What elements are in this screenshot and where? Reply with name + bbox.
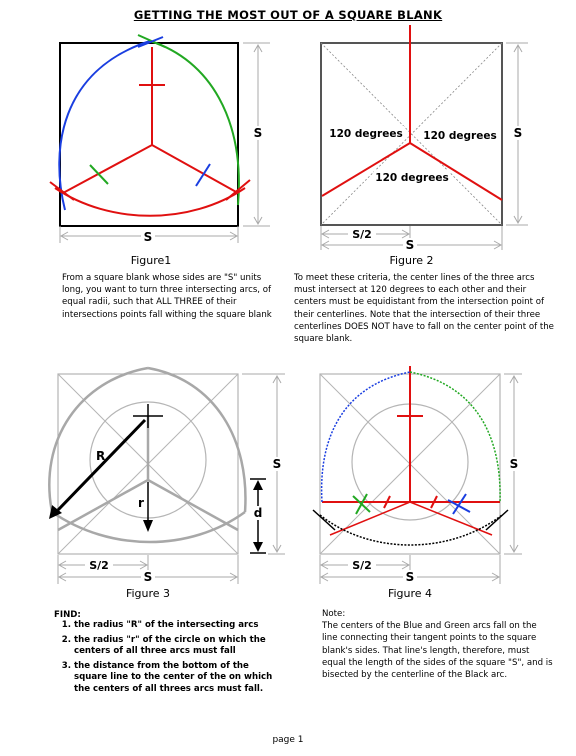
fig3-half-label: S/2 [89,559,109,572]
figure-2-diagram [300,20,540,255]
fig1-side-label: S [253,126,263,140]
angle-label-right: 120 degrees [423,130,497,142]
note-section [322,608,554,681]
figure-3-diagram [40,362,300,587]
figure-3-caption: Figure 3 [125,587,171,600]
figure-4-caption: Figure 4 [387,587,433,600]
fig1-bottom-label: S [143,230,153,244]
fig2-side-label: S [513,126,523,140]
bottom-red-arc [55,188,245,216]
page-title: GETTING THE MOST OUT OF A SQUARE BLANK [133,8,443,22]
figure-1-description: From a square blank whose sides are "S" units long, you want to turn three intersecting arcs, of equal radii, such that ALL THREE of their intersections points fall withing the square blank [62,273,272,320]
fig2-half-label: S/2 [352,228,372,241]
green-arc [150,41,239,205]
figure-1-diagram [30,30,280,255]
figure-2-caption: Figure 2 [389,254,434,267]
fig3-side-label: S [272,457,282,471]
find-item: 3. the distance from the bottom of the square line to the center of the on which the centers of all threes arcs must fall. [74,661,284,696]
find-item: 2. the radius "r" of the circle on which the centers of all three arcs must fall [74,635,284,658]
label-r: r [138,496,144,510]
label-d: d [253,506,263,520]
angle-label-bottom: 120 degrees [375,172,449,184]
radius-R-line [58,420,145,510]
find-heading: FIND: [54,610,81,620]
note-text: The centers of the Blue and Green arcs fall on the line connecting their tangent points to the square blank's sides. That line's length, therefore, must equal the length of the sides of the square "S", and is bisected by the centerline of the Black arc. [322,621,553,681]
figure-4-diagram [305,362,550,587]
label-R: R [96,449,106,463]
fig4-bottom-label: S [405,570,415,584]
note-heading: Note: [322,609,346,619]
fig4-side-label: S [509,457,519,471]
fig3-bottom-label: S [143,570,153,584]
page-number: page 1 [272,735,304,745]
figure-2-description: To meet these criteria, the center lines of the three arcs must intersect at 120 degrees to each other and their centers must be equidistant from the intersection point of their centerlines. Note that the intersection of their three centerlines DOES NOT have to fall on the center point of the square blank. [294,273,554,345]
angle-label-left: 120 degrees [329,128,403,140]
blue-arc [59,41,150,210]
figure-1-caption: Figure1 [130,254,172,267]
fig2-bottom-label: S [405,238,415,252]
square-blank [60,43,238,226]
find-section [54,610,284,699]
find-item: 1. the radius "R" of the intersecting arcs [74,620,284,632]
find-list [54,620,284,696]
fig4-half-label: S/2 [352,559,372,572]
